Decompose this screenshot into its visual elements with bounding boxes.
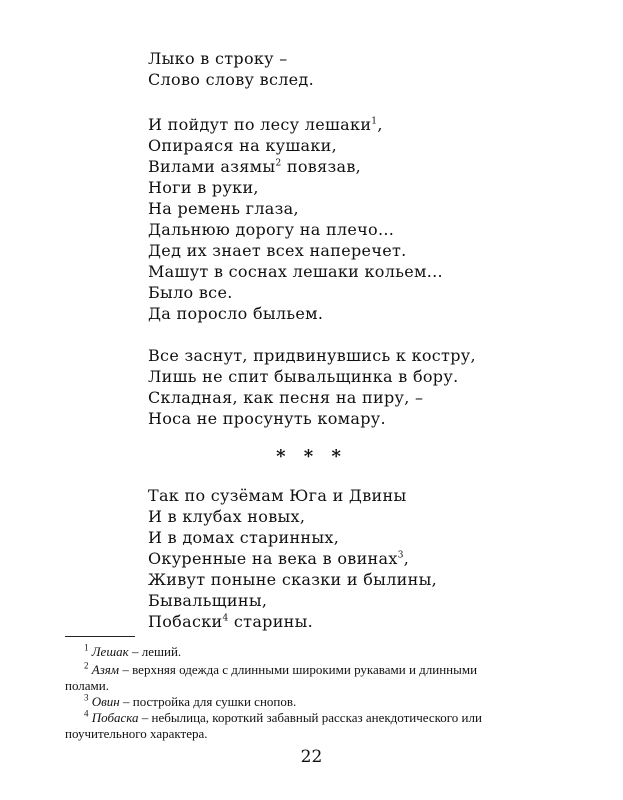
poem-line: На ремень глаза, <box>148 199 299 218</box>
footnote-ref: 2 <box>275 158 282 169</box>
footnote-definition: – небылица, короткий забавный рассказ анекдотического или <box>138 710 482 725</box>
poem-line: Так по сузёмам Юга и Двины <box>148 486 407 505</box>
footnote-divider <box>65 636 135 637</box>
poem-line: Все заснут, придвинувшись к костру, <box>148 346 476 365</box>
poem-line: И в домах старинных, <box>148 528 340 547</box>
poem-text: старины. <box>228 612 314 631</box>
poem-line: Лишь не спит бывальщинка в бору. <box>148 367 459 386</box>
poem-line: Дед их знает всех наперечет. <box>148 241 407 260</box>
poem-line: Слово слову вслед. <box>148 70 314 89</box>
poem-line: Машут в соснах лешаки кольем... <box>148 262 443 281</box>
footnote-4 <box>84 710 482 726</box>
poem-line <box>148 611 313 632</box>
poem-text: повязав, <box>281 157 362 176</box>
footnote-ref: 1 <box>371 116 378 127</box>
footnote-number: 2 <box>84 660 89 671</box>
footnote-term: Азям <box>91 662 120 677</box>
footnote-4-continuation: поучительного характера. <box>65 726 208 741</box>
poem-line: Было все. <box>148 283 233 302</box>
footnote-term: Овин <box>91 694 120 709</box>
footnote-number: 3 <box>84 692 89 703</box>
poem-line: Дальнюю дорогу на плечо... <box>148 220 395 239</box>
footnote-number: 1 <box>84 642 89 653</box>
poem-line: Опираяся на кушаки, <box>148 136 338 155</box>
poem-text: Вилами азямы <box>148 157 276 176</box>
poem-text: И пойдут по лесу лешаки <box>148 115 372 134</box>
poem-line: Бывальщины, <box>148 591 268 610</box>
footnote-1 <box>84 644 181 660</box>
poem-line: Да поросло быльем. <box>148 304 324 323</box>
poem-line: Ноги в руки, <box>148 178 259 197</box>
poem-line: Носа не просунуть комару. <box>148 409 386 428</box>
footnote-3 <box>84 694 296 710</box>
poem-text: Побаски <box>148 612 223 631</box>
footnote-term: Побаска <box>91 710 139 725</box>
footnote-2 <box>84 662 477 678</box>
footnote-definition: – верхняя одежда с длинными широкими рукавами и длинными <box>119 662 478 677</box>
poem-line: Складная, как песня на пиру, – <box>148 388 424 407</box>
poem-text: , <box>403 549 410 568</box>
footnote-ref: 3 <box>397 550 404 561</box>
poem-line: Живут поныне сказки и былины, <box>148 570 438 589</box>
poem-text: , <box>377 115 383 134</box>
footnote-term: Лешак <box>91 644 129 659</box>
footnote-definition: – постройка для сушки снопов. <box>119 694 297 709</box>
footnote-ref: 4 <box>222 613 229 624</box>
poem-line <box>148 114 383 135</box>
poem-line: И в клубах новых, <box>148 507 306 526</box>
footnote-definition: – леший. <box>128 644 182 659</box>
poem-line: Лыко в строку – <box>148 49 288 68</box>
page-number: 22 <box>300 747 323 767</box>
poem-line <box>148 156 361 177</box>
footnote-number: 4 <box>84 708 89 719</box>
section-separator: * * * <box>276 446 347 467</box>
footnote-2-continuation: полами. <box>65 678 109 693</box>
poem-line <box>148 548 409 569</box>
poem-text: Окуренные на века в овинах <box>148 549 398 568</box>
